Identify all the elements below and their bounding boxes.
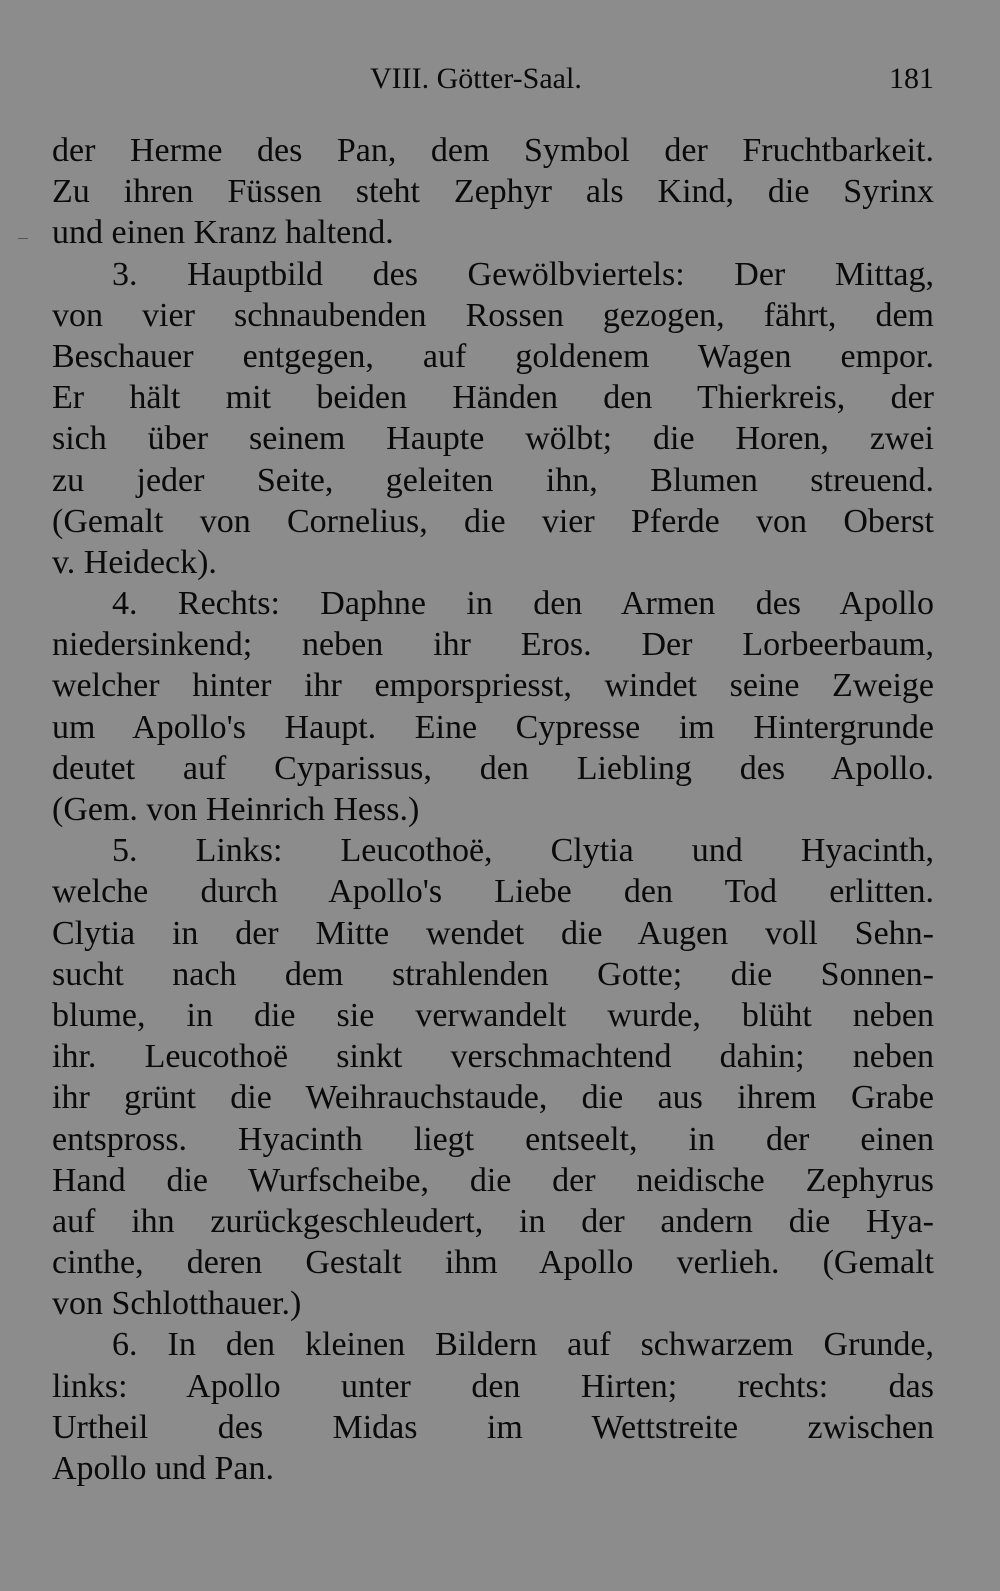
text-line: Er hält mit beiden Händen den Thierkreis, der <box>52 379 934 417</box>
text-line: von Schlotthauer.) <box>52 1285 302 1323</box>
page-number: 181 <box>889 62 934 95</box>
text-line: entspross. Hyacinth liegt entseelt, in der einen <box>52 1120 934 1158</box>
text-line: Hand die Wurfscheibe, die der neidische Zephyrus <box>52 1161 934 1199</box>
body-text <box>52 130 934 1489</box>
text-line: und einen Kranz haltend. <box>52 214 394 252</box>
text-line: sich über seinem Haupte wölbt; die Horen, zwei <box>52 420 934 458</box>
text-line: 4. Rechts: Daphne in den Armen des Apollo <box>112 585 934 623</box>
text-line: (Gemalt von Cornelius, die vier Pferde von Oberst <box>52 502 934 540</box>
text-line: zu jeder Seite, geleiten ihn, Blumen streuend. <box>52 461 934 499</box>
text-line: deutet auf Cyparissus, den Liebling des Apollo. <box>52 749 934 787</box>
text-line: Beschauer entgegen, auf goldenem Wagen empor. <box>52 337 934 375</box>
text-line: um Apollo's Haupt. Eine Cypresse im Hintergrunde <box>52 708 934 746</box>
text-line: cinthe, deren Gestalt ihm Apollo verlieh. (Gemalt <box>52 1244 934 1282</box>
text-line: ihr grünt die Weihrauchstaude, die aus ihrem Grabe <box>52 1079 934 1117</box>
text-line: links: Apollo unter den Hirten; rechts: das <box>52 1367 934 1405</box>
margin-mark <box>18 238 28 239</box>
text-line: blume, in die sie verwandelt wurde, blüht neben <box>52 996 934 1034</box>
text-line: niedersinkend; neben ihr Eros. Der Lorbeerbaum, <box>52 626 934 664</box>
text-line: welche durch Apollo's Liebe den Tod erlitten. <box>52 873 934 911</box>
text-line: 3. Hauptbild des Gewölbviertels: Der Mittag, <box>112 255 934 293</box>
text-line: welcher hinter ihr emporspriesst, windet seine Zweige <box>52 667 934 705</box>
text-line: Clytia in der Mitte wendet die Augen voll Sehn- <box>52 914 934 952</box>
text-line: der Herme des Pan, dem Symbol der Fruchtbarkeit. <box>52 132 934 169</box>
text-line: (Gem. von Heinrich Hess.) <box>52 791 420 828</box>
text-line: ihr. Leucothoë sinkt verschmachtend dahin; neben <box>52 1038 934 1076</box>
text-line: v. Heideck). <box>52 543 217 581</box>
page-header <box>52 58 934 104</box>
text-line: sucht nach dem strahlenden Gotte; die Sonnen- <box>52 955 934 993</box>
text-line: 5. Links: Leucothoë, Clytia und Hyacinth, <box>112 832 934 870</box>
text-line: Apollo und Pan. <box>52 1450 274 1487</box>
running-head: VIII. Götter-Saal. <box>370 62 582 95</box>
text-line: von vier schnaubenden Rossen gezogen, fährt, dem <box>52 296 934 334</box>
text-line: auf ihn zurückgeschleudert, in der andern die Hya- <box>52 1202 934 1240</box>
text-line: 6. In den kleinen Bildern auf schwarzem Grunde, <box>112 1326 934 1364</box>
text-line: Urtheil des Midas im Wettstreite zwischen <box>52 1408 934 1446</box>
text-line: Zu ihren Füssen steht Zephyr als Kind, die Syrinx <box>52 173 934 211</box>
